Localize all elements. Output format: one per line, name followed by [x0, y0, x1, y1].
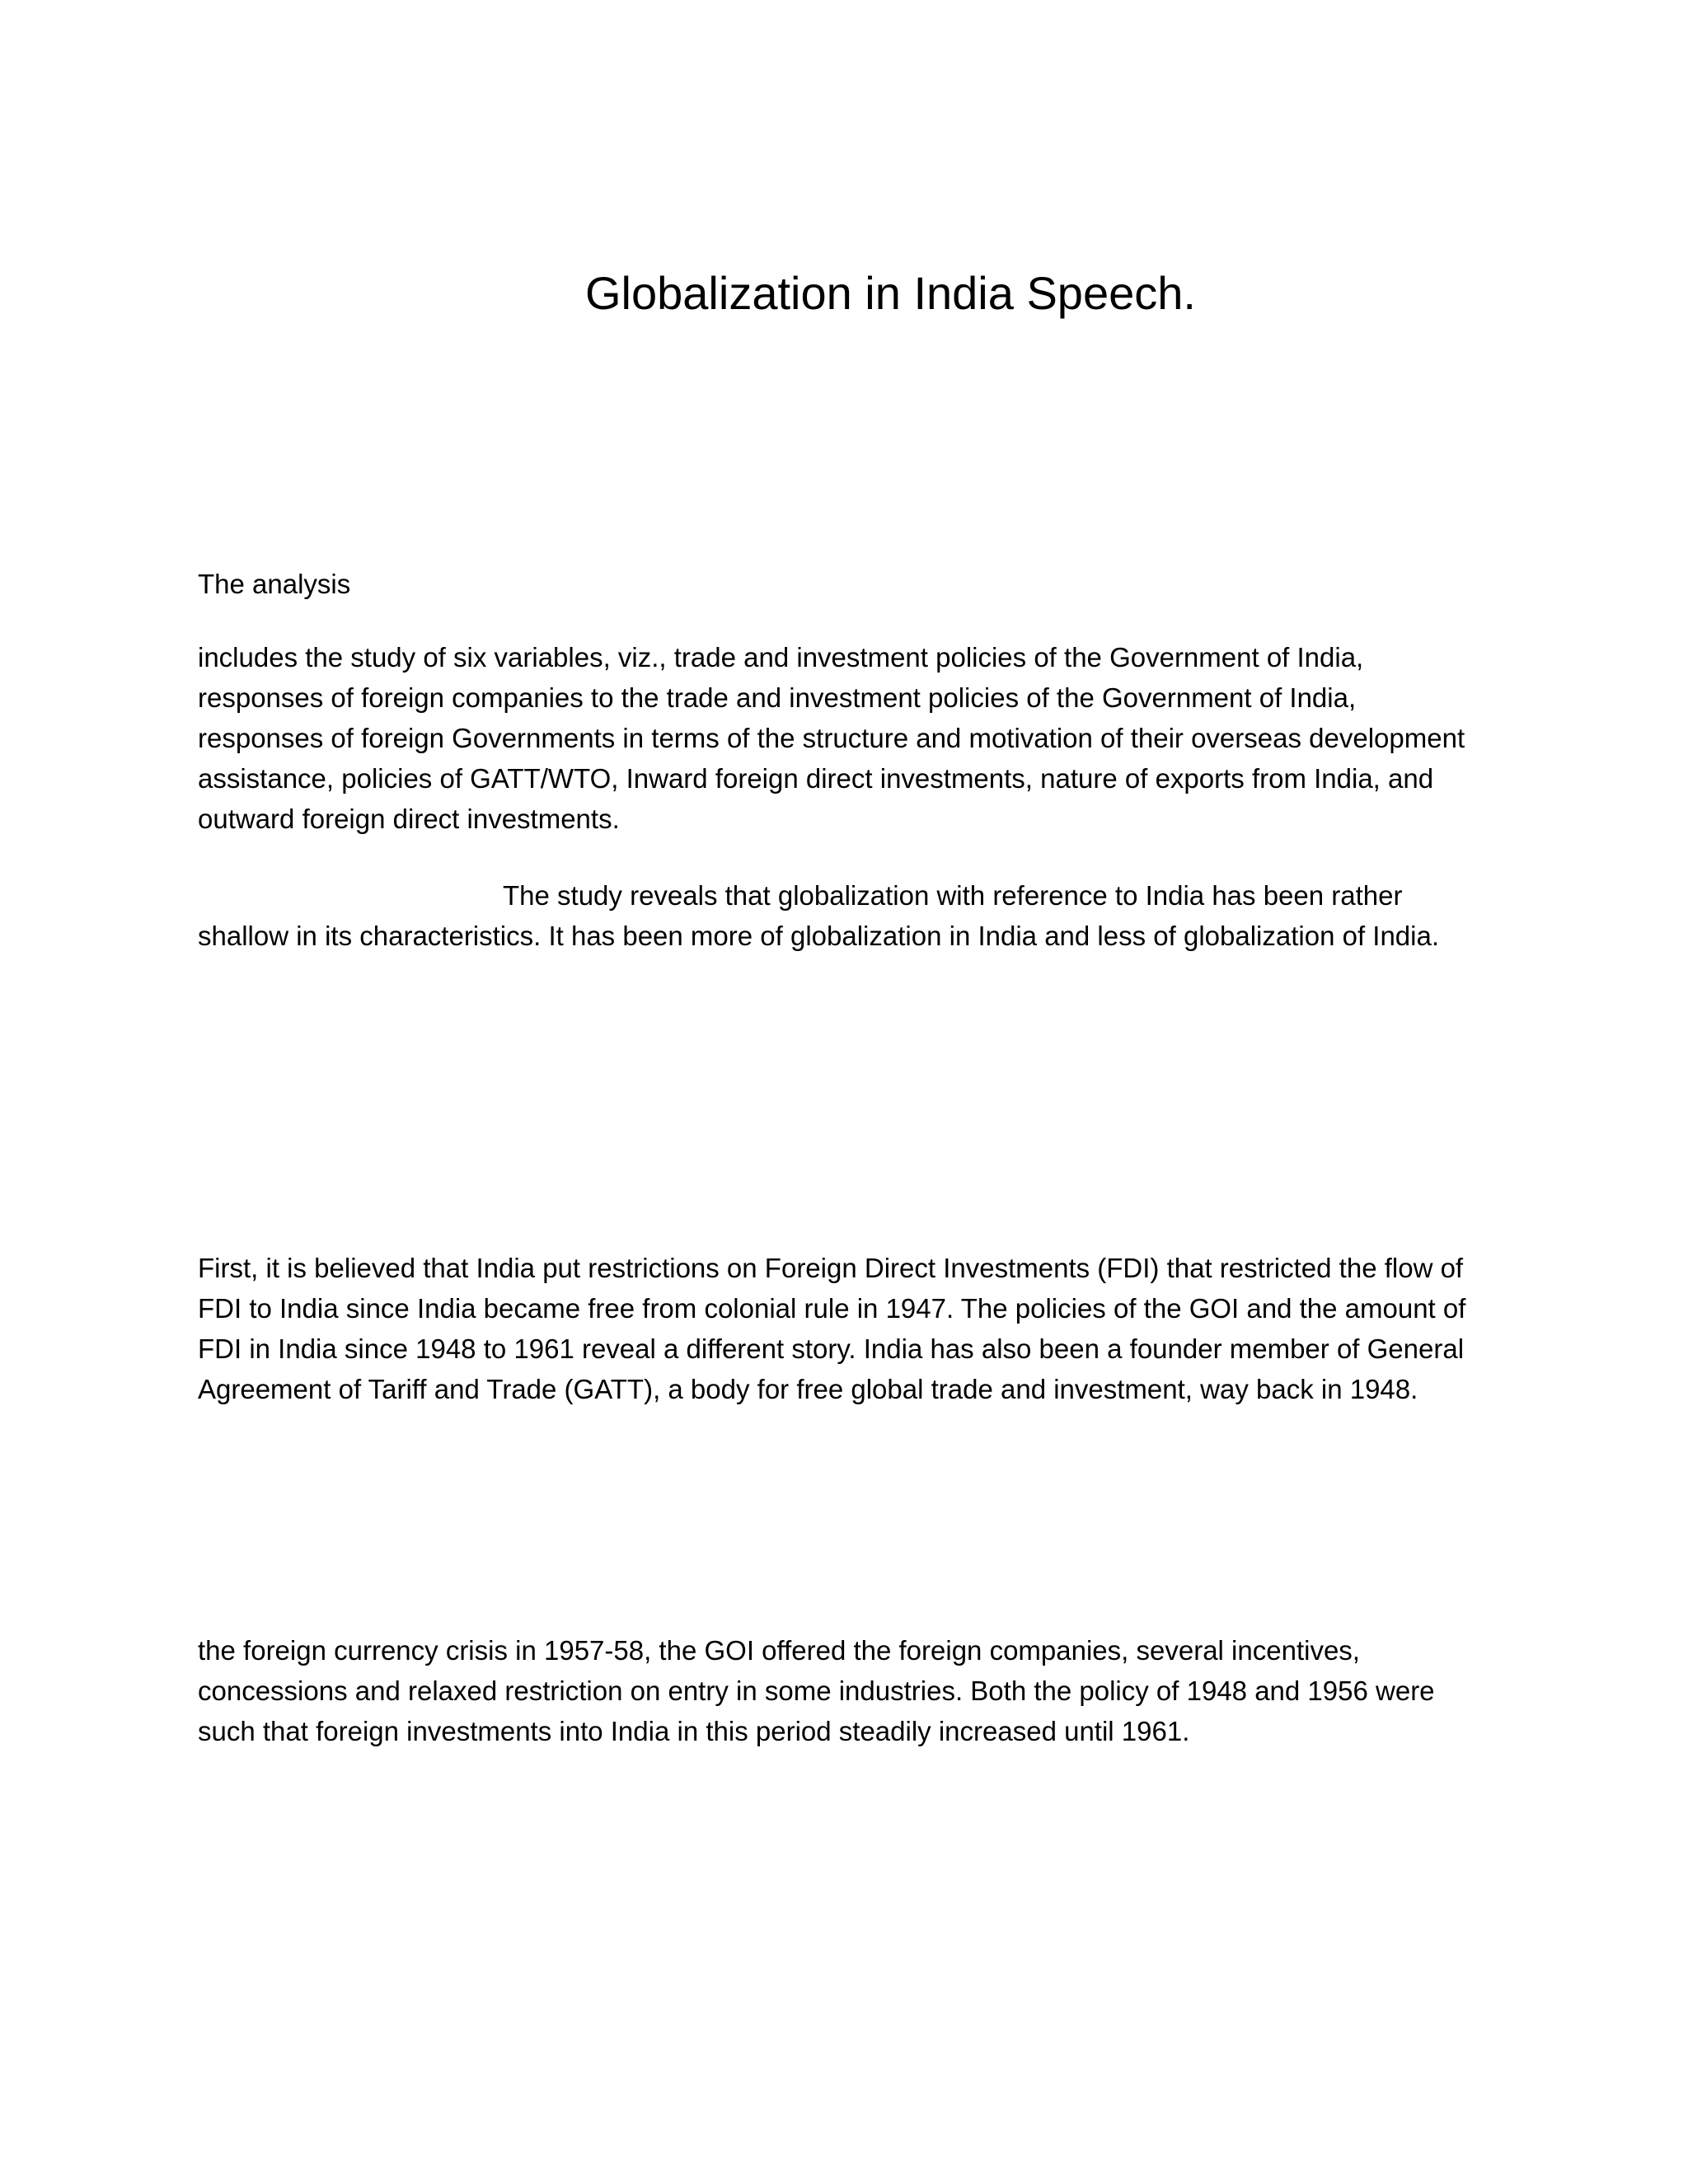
paragraph-currency-crisis: the foreign currency crisis in 1957-58, the GOI offered the foreign companies, several incentives, concessions and relaxed restriction on entry in some industries. Both the policy of 1948 and 1956 were such that foreign investments into India in this period steadily increased until 1961. — [198, 1635, 1435, 1746]
paragraph-fdi-restrictions: First, it is believed that India put restrictions on Foreign Direct Investments (FDI) that restricted the flow of FDI to India since India became free from colonial rule in 1947. The policies of the GOI and the amount of FDI in India since 1948 to 1961 reveal a different story. India has also been a founder member of General Agreement of Tariff and Trade (GATT), a body for free global trade and investment, way back in 1948. — [198, 1253, 1466, 1404]
document-title: Globalization in India Speech. — [585, 267, 1196, 319]
paragraph-variables: includes the study of six variables, viz., trade and investment policies of the Government of India, responses of foreign companies to the trade and investment policies of the Government of India, responses of foreign Governments in terms of the structure and motivation of their overseas development assistance, policies of GATT/WTO, Inward foreign direct investments, nature of exports from India, and outward foreign direct investments. — [198, 642, 1465, 834]
paragraph-study-reveals: The study reveals that globalization with reference to India has been rather shallow in its characteristics. It has been more of globalization in India and less of globalization of India. — [198, 880, 1440, 951]
paragraph-analysis-heading: The analysis — [198, 569, 351, 599]
